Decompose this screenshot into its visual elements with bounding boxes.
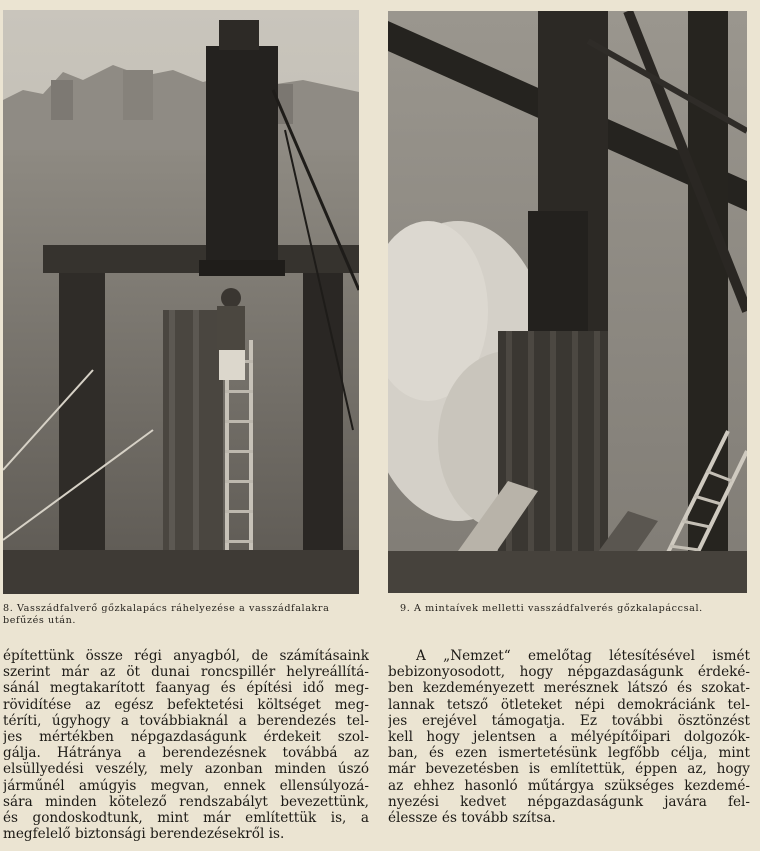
figure-caption: 9. A mintaívek melletti vasszádfalverés gőzkalapáccsal. xyxy=(400,603,703,614)
photo-sheet-pile-driving-image xyxy=(388,11,747,593)
text-line: járműnél amúgyis megvan, ennek ellensúlyozá- xyxy=(3,777,369,794)
text-line: sánál megtakarított faanyag és építési idő meg- xyxy=(3,680,369,697)
text-line: sára minden kötelező rendszabályt bevezettünk, xyxy=(3,793,369,810)
text-line: elsüllyedési veszély, mely azonban minden úszó xyxy=(3,761,369,778)
text-line: kell hogy jelentsen a mélyépítőipari dolgozók- xyxy=(388,728,750,745)
text-line: már bevezetésben is említettük, éppen az, hogy xyxy=(388,761,750,778)
text-line: lannak tetsző ötleteket népi demokráciánk tel- xyxy=(388,696,750,713)
text-line: ben kezdeményezett merésznek látszó és szokat- xyxy=(388,680,750,697)
text-line: gálja. Hátránya a berendezésnek továbbá az xyxy=(3,745,369,762)
text-line: élessze és tovább szítsa. xyxy=(388,809,556,826)
text-line: építettünk össze régi anyagból, de számításaink xyxy=(3,648,369,664)
text-line: jes mértékben népgazdaságunk érdekeit szol- xyxy=(3,728,369,745)
text-line: téríti, úgyhogy a továbbiaknál a berendezés tel- xyxy=(3,712,369,729)
text-line: bebizonyosodott, hogy népgazdaságunk érdeké- xyxy=(388,664,750,681)
text-line: az ehhez hasonló műtárgya szükséges kezdemé- xyxy=(388,777,750,794)
text-line: A „Nemzet“ emelőtag létesítésével ismét xyxy=(416,648,750,664)
text-line: megfelelő biztonsági berendezésekről is. xyxy=(3,826,285,843)
text-line: nyezési kedvet népgazdaságunk javára fel- xyxy=(388,793,750,810)
text-column-right xyxy=(388,648,750,826)
figure-caption: 8. Vasszádfalverő gőzkalapács ráhelyezése a vasszádfalakra befűzés után. xyxy=(3,603,330,626)
text-line: és gondoskodtunk, mint már említettük is, a xyxy=(3,809,369,826)
photo-steam-hammer-placement xyxy=(3,10,359,594)
text-line: szerint már az öt dunai roncspillér helyreállítá- xyxy=(3,664,369,681)
text-line: rövidítése az egész befektetési költséget meg- xyxy=(3,696,369,713)
photo-sheet-pile-driving xyxy=(388,11,747,593)
photo-steam-hammer-placement-image xyxy=(3,10,359,594)
text-line: jes erejével támogatja. Ez további ösztönzést xyxy=(388,712,750,729)
text-column-left xyxy=(3,648,369,842)
text-line: ban, és ezen ismertetésünk legfőbb célja, mint xyxy=(388,745,750,762)
